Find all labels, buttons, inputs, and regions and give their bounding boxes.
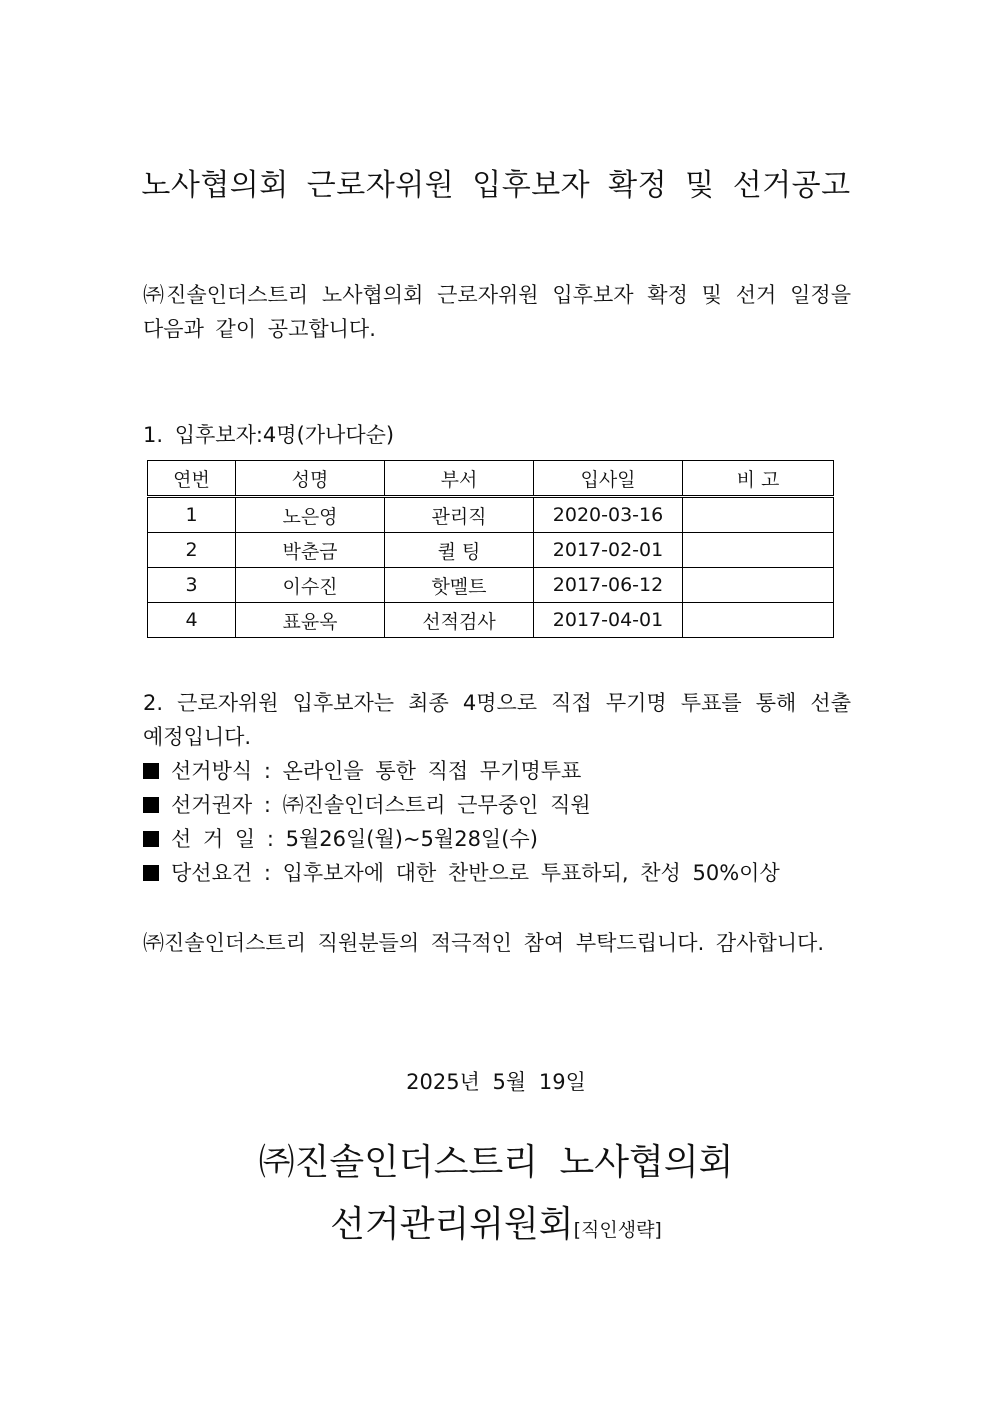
table-row	[148, 533, 834, 568]
bullet-text: 당선요건 : 입후보자에 대한 찬반으로 투표하되, 찬성 50%이상	[171, 861, 780, 885]
cell-remarks	[683, 533, 834, 568]
cell-hire-date: 2017-06-12	[534, 568, 683, 603]
document-title: 노사협의회 근로자위원 입후보자 확정 및 선거공고	[141, 168, 851, 203]
section1-heading: 1. 입후보자:4명(가나다순)	[143, 423, 395, 447]
cell-department: 퀼 팅	[385, 533, 534, 568]
bullet-text: 선거권자 : ㈜진솔인더스트리 근무중인 직원	[171, 793, 591, 817]
square-bullet-icon	[143, 797, 159, 813]
header-remarks: 비 고	[683, 461, 834, 497]
cell-name: 박춘금	[236, 533, 385, 568]
cell-name: 노은영	[236, 497, 385, 533]
square-bullet-icon	[143, 763, 159, 779]
list-item	[143, 822, 851, 856]
cell-remarks	[683, 568, 834, 603]
cell-remarks	[683, 497, 834, 533]
cell-department: 핫멜트	[385, 568, 534, 603]
cell-name: 이수진	[236, 568, 385, 603]
election-details-list	[143, 754, 851, 890]
cell-hire-date: 2017-04-01	[534, 603, 683, 638]
seal-omitted-note: [직인생략]	[573, 1219, 662, 1241]
announcement-date: 2025년 5월 19일	[406, 1070, 586, 1094]
bullet-text: 선거방식 : 온라인을 통한 직접 무기명투표	[171, 759, 582, 783]
table-header-row	[148, 461, 834, 497]
header-name: 성명	[236, 461, 385, 497]
cell-department: 관리직	[385, 497, 534, 533]
intro-paragraph: ㈜진솔인더스트리 노사협의회 근로자위원 입후보자 확정 및 선거 일정을 다음과 같이 공고합니다.	[143, 283, 851, 341]
list-item	[143, 788, 851, 822]
cell-hire-date: 2017-02-01	[534, 533, 683, 568]
list-item	[143, 856, 851, 890]
list-item	[143, 754, 851, 788]
section2-paragraph: 2. 근로자위원 입후보자는 최종 4명으로 직접 무기명 투표를 통해 선출 예정입니다.	[143, 691, 851, 749]
closing-paragraph: ㈜진솔인더스트리 직원분들의 적극적인 참여 부탁드립니다. 감사합니다.	[143, 931, 825, 955]
candidate-table	[147, 460, 834, 638]
table-row	[148, 603, 834, 638]
header-department: 부서	[385, 461, 534, 497]
committee-name: 선거관리위원회	[330, 1204, 574, 1245]
cell-number: 4	[148, 603, 236, 638]
cell-number: 2	[148, 533, 236, 568]
cell-hire-date: 2020-03-16	[534, 497, 683, 533]
cell-number: 3	[148, 568, 236, 603]
organization-name: ㈜진솔인더스트리 노사협의회	[258, 1142, 734, 1183]
square-bullet-icon	[143, 831, 159, 847]
committee-signature	[0, 1196, 992, 1247]
cell-remarks	[683, 603, 834, 638]
square-bullet-icon	[143, 865, 159, 881]
bullet-text: 선 거 일 : 5월26일(월)~5월28일(수)	[171, 827, 538, 851]
cell-number: 1	[148, 497, 236, 533]
cell-name: 표윤옥	[236, 603, 385, 638]
cell-department: 선적검사	[385, 603, 534, 638]
header-hire-date: 입사일	[534, 461, 683, 497]
header-number: 연번	[148, 461, 236, 497]
table-row	[148, 568, 834, 603]
table-row	[148, 497, 834, 533]
